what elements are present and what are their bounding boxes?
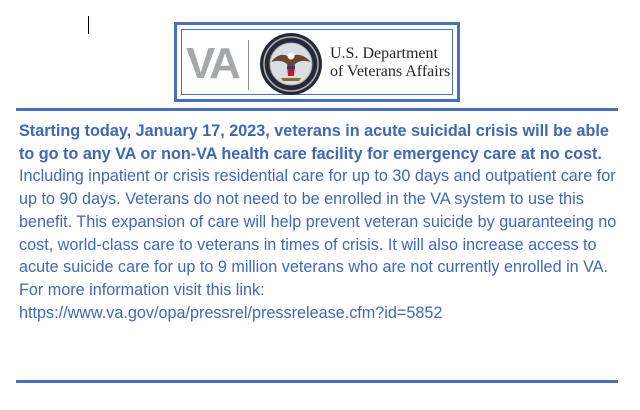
announcement-headline: Starting today, January 17, 2023, veterans in acute suicidal crisis will be able to go to any VA or non-VA health care facility for emergency care at no cost. [19, 122, 609, 163]
bottom-divider-rule [16, 380, 618, 383]
va-letters-logo: VA [186, 39, 238, 88]
top-divider-rule [16, 108, 618, 111]
logo-inner-frame [181, 29, 453, 95]
text-cursor [88, 16, 89, 34]
department-name-line2: of Veterans Affairs [330, 63, 451, 80]
announcement-details: Including inpatient or crisis residential care for up to 30 days and outpatient care for up to 90 days. Veterans do not need to be enrolled in the VA system to use this benefit. This expansion of care will help prevent veteran suicide by guaranteeing no cost, world-class care to veterans in times of crisis. It will also increase access to acute suicide care for up to 9 million veterans who are not currently enrolled in VA. [19, 167, 617, 277]
va-logo-banner [174, 22, 460, 102]
va-seal-icon [259, 32, 323, 96]
more-info-text: For more information visit this link: [19, 280, 265, 299]
press-release-link[interactable]: https://www.va.gov/opa/pressrel/pressrelease.cfm?id=5852 [19, 303, 443, 322]
announcement-body [19, 120, 619, 324]
logo-divider [248, 40, 249, 90]
department-name-line1: U.S. Department [330, 45, 438, 62]
